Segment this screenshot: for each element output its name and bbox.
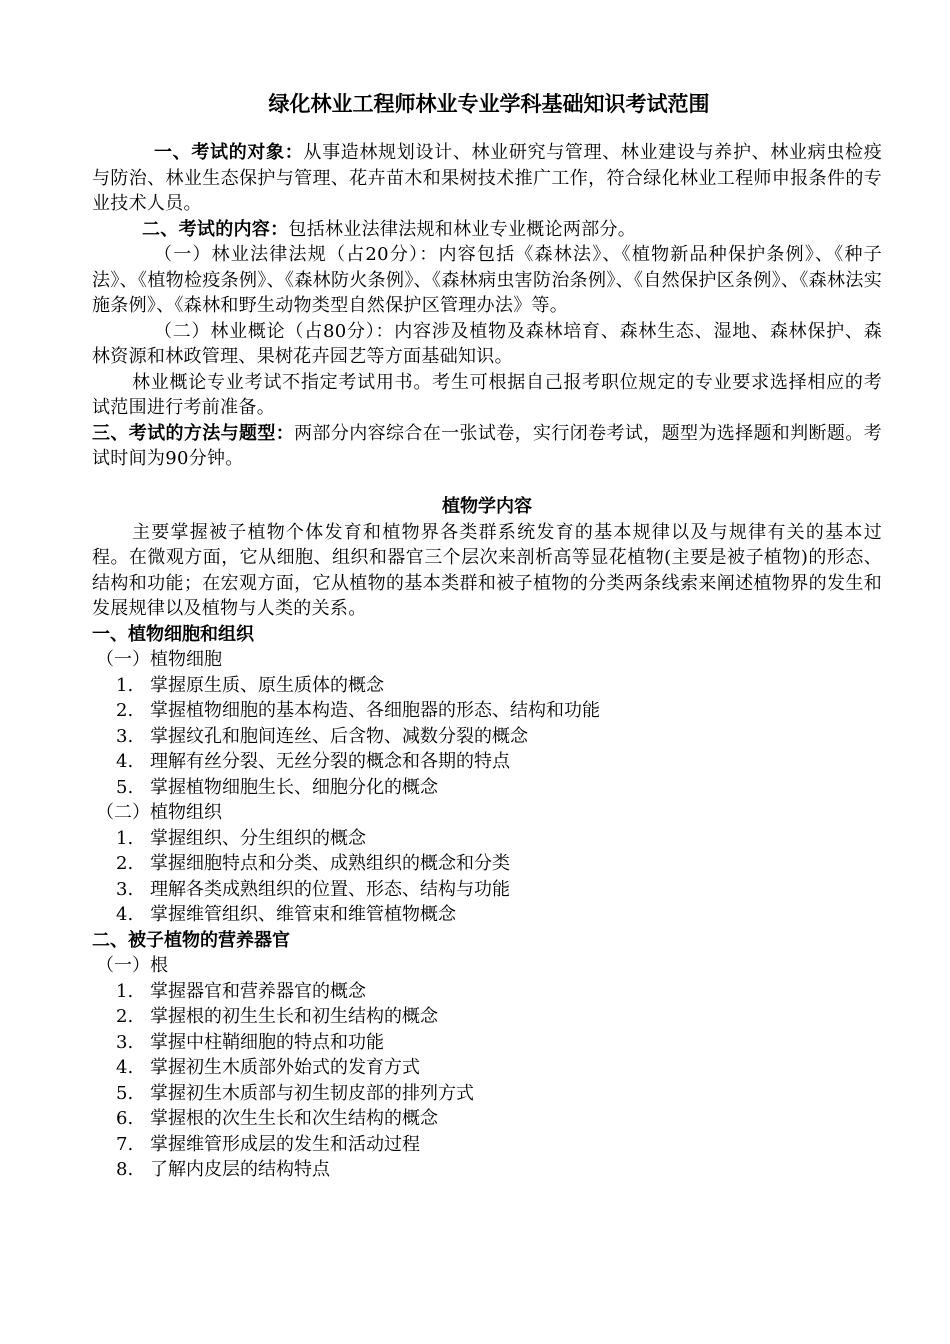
exam-target-text: 从事造林规划设计、林业研究与管理、林业建设与养护、林业病虫检疫与防治、林业生态保护与管理、花卉苗木和果树技术推广工作，符合绿化林业工程师申报条件的专业技术人员。 (92, 142, 883, 214)
document-title: 绿化林业工程师林业专业学科基础知识考试范围 (268, 92, 710, 116)
botany-section-title: 植物学内容 (442, 495, 532, 517)
forestry-overview-paragraph: （二）林业概论（占80分）：内容涉及植物及森林培育、森林生态、湿地、森林保护、森林资源和林政管理、果树花卉园艺等方面基础知识。 (92, 320, 882, 367)
list-item: 3. 掌握纹孔和胞间连丝、后含物、减数分裂的概念 (116, 725, 528, 747)
list-item: 1. 掌握原生质、原生质体的概念 (116, 674, 384, 696)
list-item: 4. 掌握初生木质部外始式的发育方式 (116, 1057, 420, 1078)
section-heading-vegetative-organs: 二、被子植物的营养器官 (92, 929, 290, 951)
list-item: 4. 掌握维管组织、维管束和维管植物概念 (116, 904, 456, 925)
plant-tissues-list (92, 826, 882, 928)
exam-content-text: 包括林业法律法规和林业专业概论两部分。 (288, 218, 637, 240)
root-list (92, 979, 882, 1183)
plant-cells-list (92, 673, 882, 801)
subsection-heading-root: （一）根 (96, 955, 168, 976)
exam-method-paragraph (92, 421, 882, 472)
subsection-heading-plant-cells: （一）植物细胞 (96, 649, 222, 670)
list-item: 4. 理解有丝分裂、无丝分裂的概念和各期的特点 (116, 751, 510, 772)
exam-method-label: 三、考试的方法与题型： (92, 422, 295, 444)
exam-content-paragraph (92, 217, 882, 243)
list-item: 2. 掌握根的初生生长和初生结构的概念 (116, 1006, 438, 1027)
list-item: 6. 掌握根的次生生长和次生结构的概念 (116, 1108, 438, 1129)
exam-target-label: 一、考试的对象： (154, 142, 304, 163)
exam-content-label: 二、考试的内容： (142, 218, 289, 240)
subsection-heading-plant-tissues: （二）植物组织 (96, 802, 222, 823)
list-item: 5. 掌握初生木质部与初生韧皮部的排列方式 (116, 1082, 474, 1104)
list-item: 1. 掌握器官和营养器官的概念 (116, 980, 366, 1002)
law-regulations-paragraph: （一）林业法律法规（占20分）：内容包括《森林法》、《植物新品种保护条例》、《种子法》、《植物检疫条例》、《森林防火条例》、《森林病虫害防治条例》、《自然保护区条例》、《森林法实施条例》、《森林和野生动物类型自然保护区管理办法》等。 (92, 244, 882, 316)
exam-method-text: 两部分内容综合在一张试卷，实行闭卷考试，题型为选择题和判断题。考试时间为90分钟。 (92, 422, 882, 469)
exam-target-paragraph (92, 140, 882, 217)
list-item: 2. 掌握植物细胞的基本构造、各细胞器的形态、结构和功能 (116, 700, 600, 721)
list-item: 7. 掌握维管形成层的发生和活动过程 (116, 1133, 420, 1155)
list-item: 3. 理解各类成熟组织的位置、形态、结构与功能 (116, 878, 510, 900)
list-item: 5. 掌握植物细胞生长、细胞分化的概念 (116, 776, 438, 798)
list-item: 2. 掌握细胞特点和分类、成熟组织的概念和分类 (116, 853, 510, 874)
exam-books-paragraph: 林业概论专业考试不指定考试用书。考生可根据自己报考职位规定的专业要求选择相应的考试范围进行考前准备。 (92, 371, 882, 418)
section-heading-cells-tissues: 一、植物细胞和组织 (92, 623, 254, 645)
list-item: 1. 掌握组织、分生组织的概念 (116, 827, 366, 849)
list-item: 3. 掌握中柱鞘细胞的特点和功能 (116, 1031, 384, 1053)
list-item: 8. 了解内皮层的结构特点 (116, 1159, 330, 1180)
document-page (92, 88, 882, 1183)
botany-intro-paragraph: 主要掌握被子植物个体发育和植物界各类群系统发育的基本规律以及与规律有关的基本过程。在微观方面，它从细胞、组织和器官三个层次来剖析高等显花植物(主要是被子植物)的形态、结构和功能；在宏观方面，它从植物的基本类群和被子植物的分类两条线索来阐述植物界的发生和发展规律以及植物与人类的关系。 (92, 521, 882, 619)
